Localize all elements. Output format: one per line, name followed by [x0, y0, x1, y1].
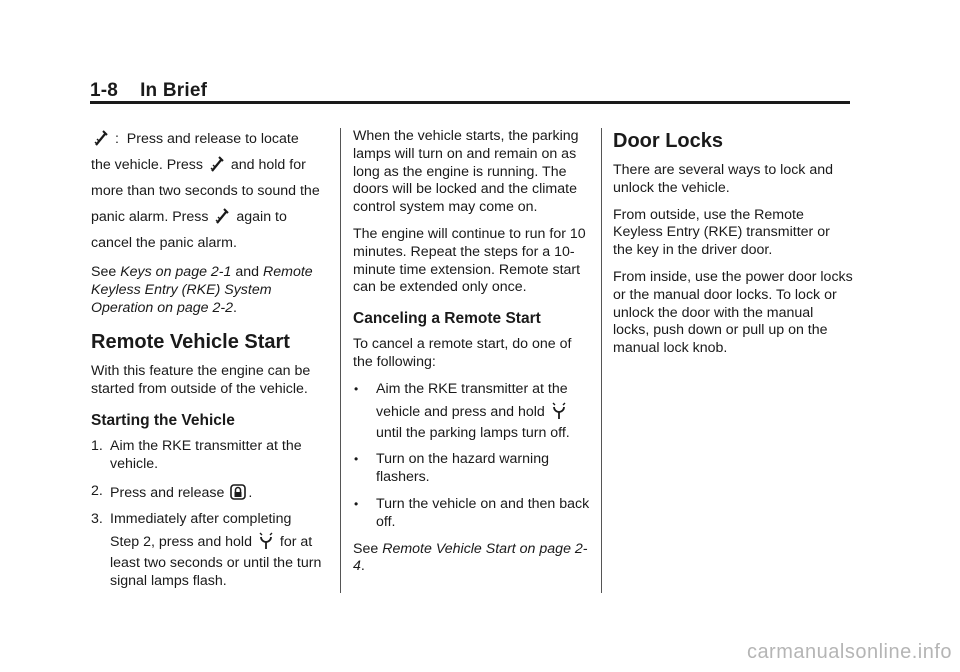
list-item — [91, 438, 334, 474]
step-text: Step 2, press and hold — [110, 534, 252, 551]
panic-text-5: cancel the panic alarm. — [91, 235, 237, 251]
bullet-text: Turn on the hazard warning flashers. — [376, 451, 549, 486]
lock-icon — [230, 483, 246, 501]
remote-start-icon — [551, 402, 567, 420]
list-item — [91, 511, 334, 590]
bullet-text: Aim the RKE transmitter at the — [376, 380, 568, 397]
panic-horn-icon — [214, 207, 230, 225]
header-rule — [90, 101, 850, 104]
body-paragraph: From inside, use the power door locks or the manual door locks. To lock or unlock the door with the manual locks, push down or pull up on the manual lock knob. — [613, 268, 853, 357]
list-item — [353, 496, 593, 532]
step-number: 2. — [91, 482, 103, 499]
panic-paragraph — [91, 126, 334, 256]
step-text: Press and release — [110, 484, 225, 501]
panic-text-2a: the vehicle. Press — [91, 157, 203, 173]
body-paragraph: From outside, use the Remote Keyless Entry (RKE) transmitter or the key in the driver door. — [613, 206, 830, 259]
panic-text-3: more than two seconds to sound the — [91, 183, 320, 199]
see-label: See — [91, 264, 117, 280]
list-item — [91, 483, 334, 503]
cross-reference-link[interactable]: Remote Keyless Entry (RKE) System Operation on page 2-2 — [91, 264, 313, 316]
subheading-canceling: Canceling a Remote Start — [353, 310, 541, 328]
step-text-line — [110, 529, 312, 555]
list-item — [353, 451, 593, 487]
panic-text-1: Press and release to locate — [126, 131, 299, 147]
bullet-text-line — [376, 399, 569, 425]
step-text: Aim the RKE transmitter at the vehicle. — [110, 437, 302, 472]
bullet-icon: • — [354, 452, 359, 467]
panic-colon: : — [114, 131, 119, 147]
step-period: . — [248, 484, 253, 501]
step-text: least two seconds or until the turn signal lamps flash. — [110, 555, 322, 589]
body-paragraph: To cancel a remote start, do one of the following: — [353, 336, 572, 370]
column-divider-2 — [601, 128, 602, 593]
step-text: for at — [279, 534, 313, 551]
see-also-paragraph — [353, 541, 593, 577]
cross-reference-link[interactable]: Keys on page 2-1 — [120, 264, 232, 280]
body-paragraph: The engine will continue to run for 10 minutes. Repeat the steps for a 10-minute time extension. Remote start can be extended only once. — [353, 225, 586, 296]
column-1 — [91, 126, 334, 600]
section-title: In Brief — [140, 80, 208, 101]
watermark: carmanualsonline.info — [746, 641, 952, 663]
bullet-text: vehicle and press and hold — [376, 403, 545, 420]
step-number: 3. — [91, 511, 103, 528]
see-label: See — [353, 540, 379, 557]
section-heading-door-locks: Door Locks — [613, 130, 724, 152]
panic-horn-icon — [209, 155, 225, 173]
period: . — [232, 299, 237, 316]
step-text: Immediately after completing — [110, 511, 292, 528]
panic-text-2b: and hold for — [230, 157, 306, 173]
page-number: 1-8 — [90, 80, 119, 101]
panic-text-4b: again to — [236, 209, 287, 225]
and-label: and — [235, 264, 260, 280]
page-header — [90, 80, 207, 102]
bullet-icon: • — [354, 496, 359, 511]
see-also-paragraph — [91, 264, 334, 317]
intro-paragraph: With this feature the engine can be started from outside of the vehicle. — [91, 363, 311, 398]
column-2 — [353, 128, 593, 585]
panic-text-4a: panic alarm. Press — [91, 209, 209, 225]
cross-reference-link[interactable]: Remote Vehicle Start on page 2-4 — [353, 540, 588, 575]
column-divider-1 — [340, 128, 341, 593]
body-paragraph: When the vehicle starts, the parking lamps will turn on and remain on as long as the engine is running. The doors will be locked and the climate control system may come on. — [353, 128, 579, 216]
period: . — [360, 558, 365, 575]
body-paragraph: There are several ways to lock and unlock the vehicle. — [613, 162, 834, 196]
bullet-text: Turn the vehicle on and then back off. — [376, 495, 590, 530]
remote-start-icon — [258, 532, 274, 550]
subheading-starting: Starting the Vehicle — [91, 411, 235, 429]
bullet-icon: • — [354, 381, 359, 396]
bullet-text: until the parking lamps turn off. — [376, 424, 570, 441]
column-3 — [613, 128, 853, 367]
section-heading-remote-start: Remote Vehicle Start — [91, 331, 290, 354]
panic-horn-icon — [93, 129, 109, 147]
step-number: 1. — [91, 437, 103, 454]
list-item — [353, 381, 593, 443]
